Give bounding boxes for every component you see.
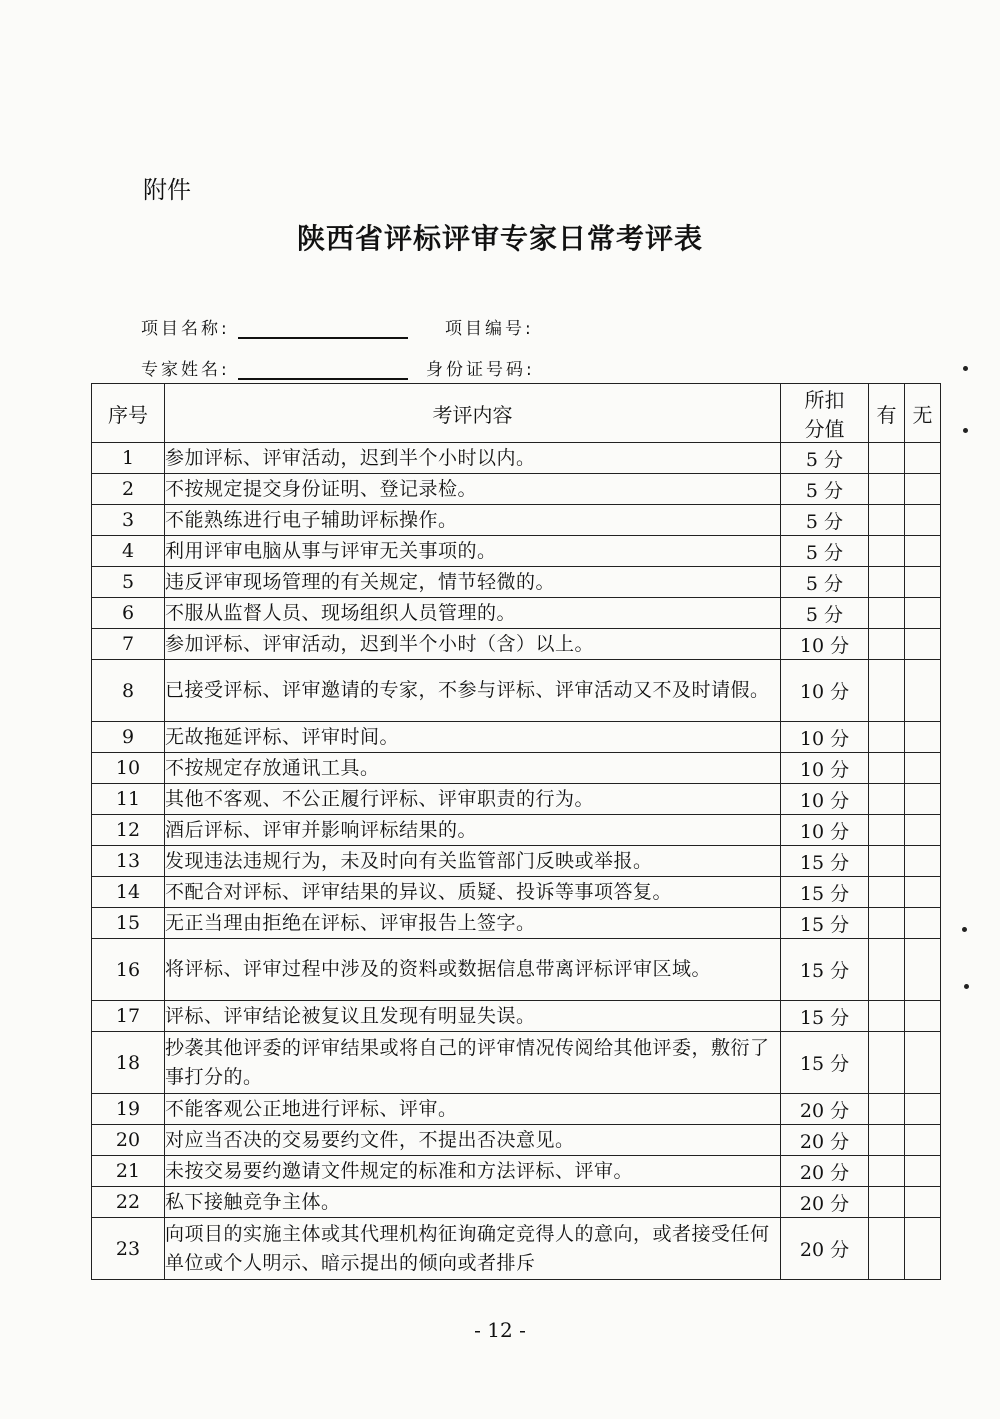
table-row	[92, 815, 941, 846]
row-score: 10 分	[781, 753, 869, 784]
row-yes-cell[interactable]	[869, 939, 905, 1001]
row-no-cell[interactable]	[905, 443, 941, 474]
project-no-field	[445, 314, 534, 339]
row-content: 酒后评标、评审并影响评标结果的。	[165, 815, 781, 846]
row-no-cell[interactable]	[905, 1094, 941, 1125]
row-score: 15 分	[781, 877, 869, 908]
row-yes-cell[interactable]	[869, 846, 905, 877]
project-name-field	[141, 314, 408, 339]
row-number: 18	[92, 1032, 165, 1094]
row-score: 20 分	[781, 1094, 869, 1125]
row-no-cell[interactable]	[905, 815, 941, 846]
row-number: 13	[92, 846, 165, 877]
row-score: 10 分	[781, 815, 869, 846]
row-no-cell[interactable]	[905, 598, 941, 629]
row-score: 20 分	[781, 1125, 869, 1156]
table-row	[92, 784, 941, 815]
row-content: 抄袭其他评委的评审结果或将自己的评审情况传阅给其他评委，敷衍了事打分的。	[165, 1032, 781, 1094]
table-row	[92, 1032, 941, 1094]
row-no-cell[interactable]	[905, 722, 941, 753]
row-content: 其他不客观、不公正履行评标、评审职责的行为。	[165, 784, 781, 815]
table-row	[92, 1156, 941, 1187]
row-number: 23	[92, 1218, 165, 1280]
row-score: 10 分	[781, 722, 869, 753]
row-yes-cell[interactable]	[869, 629, 905, 660]
row-content: 无正当理由拒绝在评标、评审报告上签字。	[165, 908, 781, 939]
row-score: 5 分	[781, 536, 869, 567]
row-score: 20 分	[781, 1156, 869, 1187]
id-no-label: 身份证号码:	[426, 360, 535, 380]
table-row	[92, 660, 941, 722]
row-number: 2	[92, 474, 165, 505]
row-content: 将评标、评审过程中涉及的资料或数据信息带离评标评审区域。	[165, 939, 781, 1001]
header-score-line1: 所扣	[804, 388, 845, 412]
row-score: 15 分	[781, 1001, 869, 1032]
row-content: 不能客观公正地进行评标、评审。	[165, 1094, 781, 1125]
scan-mark	[964, 984, 969, 989]
row-no-cell[interactable]	[905, 939, 941, 1001]
row-score: 10 分	[781, 784, 869, 815]
row-content: 未按交易要约邀请文件规定的标准和方法评标、评审。	[165, 1156, 781, 1187]
project-name-label: 项目名称:	[141, 319, 230, 339]
table-row	[92, 846, 941, 877]
row-content: 不配合对评标、评审结果的异议、质疑、投诉等事项答复。	[165, 877, 781, 908]
row-yes-cell[interactable]	[869, 567, 905, 598]
row-content: 对应当否决的交易要约文件，不提出否决意见。	[165, 1125, 781, 1156]
table-row	[92, 753, 941, 784]
row-no-cell[interactable]	[905, 753, 941, 784]
row-number: 1	[92, 443, 165, 474]
row-score: 15 分	[781, 846, 869, 877]
row-number: 7	[92, 629, 165, 660]
header-no: 无	[905, 384, 941, 443]
row-content: 违反评审现场管理的有关规定，情节轻微的。	[165, 567, 781, 598]
row-no-cell[interactable]	[905, 877, 941, 908]
row-score: 20 分	[781, 1187, 869, 1218]
row-yes-cell[interactable]	[869, 1032, 905, 1094]
table-row	[92, 908, 941, 939]
row-content: 已接受评标、评审邀请的专家，不参与评标、评审活动又不及时请假。	[165, 660, 781, 722]
row-number: 9	[92, 722, 165, 753]
table-row	[92, 536, 941, 567]
row-number: 3	[92, 505, 165, 536]
table-row	[92, 1001, 941, 1032]
header-score-line2: 分值	[804, 417, 845, 441]
row-yes-cell[interactable]	[869, 1187, 905, 1218]
row-yes-cell[interactable]	[869, 877, 905, 908]
row-yes-cell[interactable]	[869, 660, 905, 722]
row-yes-cell[interactable]	[869, 1218, 905, 1280]
row-number: 8	[92, 660, 165, 722]
row-number: 6	[92, 598, 165, 629]
header-content: 考评内容	[165, 384, 781, 443]
row-content: 参加评标、评审活动，迟到半个小时（含）以上。	[165, 629, 781, 660]
row-score: 15 分	[781, 939, 869, 1001]
row-no-cell[interactable]	[905, 846, 941, 877]
table-row	[92, 474, 941, 505]
row-score: 15 分	[781, 908, 869, 939]
row-number: 22	[92, 1187, 165, 1218]
row-no-cell[interactable]	[905, 784, 941, 815]
row-yes-cell[interactable]	[869, 443, 905, 474]
table-row	[92, 505, 941, 536]
row-yes-cell[interactable]	[869, 815, 905, 846]
expert-name-blank[interactable]	[238, 360, 408, 380]
row-number: 10	[92, 753, 165, 784]
scan-mark	[962, 927, 967, 932]
row-score: 5 分	[781, 443, 869, 474]
row-yes-cell[interactable]	[869, 1001, 905, 1032]
row-content: 发现违法违规行为，未及时向有关监管部门反映或举报。	[165, 846, 781, 877]
row-no-cell[interactable]	[905, 1125, 941, 1156]
table-row	[92, 722, 941, 753]
row-no-cell[interactable]	[905, 1156, 941, 1187]
row-yes-cell[interactable]	[869, 536, 905, 567]
row-number: 17	[92, 1001, 165, 1032]
row-number: 11	[92, 784, 165, 815]
row-score: 20 分	[781, 1218, 869, 1280]
row-number: 19	[92, 1094, 165, 1125]
table-row	[92, 877, 941, 908]
table-row	[92, 1125, 941, 1156]
row-yes-cell[interactable]	[869, 1125, 905, 1156]
expert-name-field	[141, 355, 408, 380]
row-content: 无故拖延评标、评审时间。	[165, 722, 781, 753]
row-no-cell[interactable]	[905, 505, 941, 536]
row-no-cell[interactable]	[905, 908, 941, 939]
row-content: 不能熟练进行电子辅助评标操作。	[165, 505, 781, 536]
table-row	[92, 939, 941, 1001]
row-content: 不按规定存放通讯工具。	[165, 753, 781, 784]
row-no-cell[interactable]	[905, 1218, 941, 1280]
table-row	[92, 629, 941, 660]
row-score: 5 分	[781, 567, 869, 598]
header-score	[781, 384, 869, 443]
id-no-field	[426, 355, 535, 380]
row-number: 16	[92, 939, 165, 1001]
row-yes-cell[interactable]	[869, 1156, 905, 1187]
row-yes-cell[interactable]	[869, 784, 905, 815]
table-row	[92, 443, 941, 474]
table-row	[92, 1218, 941, 1280]
page-title: 陕西省评标评审专家日常考评表	[296, 222, 703, 255]
row-no-cell[interactable]	[905, 474, 941, 505]
table-header-row	[92, 384, 941, 443]
row-yes-cell[interactable]	[869, 598, 905, 629]
row-yes-cell[interactable]	[869, 722, 905, 753]
row-content: 向项目的实施主体或其代理机构征询确定竞得人的意向，或者接受任何单位或个人明示、暗示提出的倾向或者排斥	[165, 1218, 781, 1280]
row-number: 21	[92, 1156, 165, 1187]
row-content: 评标、评审结论被复议且发现有明显失误。	[165, 1001, 781, 1032]
attachment-label: 附件	[143, 176, 191, 204]
row-content: 私下接触竞争主体。	[165, 1187, 781, 1218]
row-content: 不服从监督人员、现场组织人员管理的。	[165, 598, 781, 629]
row-score: 5 分	[781, 505, 869, 536]
row-number: 5	[92, 567, 165, 598]
row-yes-cell[interactable]	[869, 908, 905, 939]
row-score: 5 分	[781, 598, 869, 629]
row-content: 不按规定提交身份证明、登记录检。	[165, 474, 781, 505]
row-number: 4	[92, 536, 165, 567]
row-yes-cell[interactable]	[869, 1094, 905, 1125]
row-no-cell[interactable]	[905, 1187, 941, 1218]
row-score: 15 分	[781, 1032, 869, 1094]
project-no-label: 项目编号:	[445, 319, 534, 339]
table-row	[92, 567, 941, 598]
row-yes-cell[interactable]	[869, 505, 905, 536]
row-score: 10 分	[781, 629, 869, 660]
table-row	[92, 598, 941, 629]
row-content: 利用评审电脑从事与评审无关事项的。	[165, 536, 781, 567]
row-no-cell[interactable]	[905, 567, 941, 598]
row-score: 10 分	[781, 660, 869, 722]
row-no-cell[interactable]	[905, 536, 941, 567]
header-yes: 有	[869, 384, 905, 443]
project-name-blank[interactable]	[238, 319, 408, 339]
row-no-cell[interactable]	[905, 1032, 941, 1094]
row-yes-cell[interactable]	[869, 474, 905, 505]
scan-mark	[963, 366, 968, 371]
row-score: 5 分	[781, 474, 869, 505]
header-seq: 序号	[92, 384, 165, 443]
expert-name-label: 专家姓名:	[141, 360, 230, 380]
table-row	[92, 1187, 941, 1218]
row-no-cell[interactable]	[905, 660, 941, 722]
row-no-cell[interactable]	[905, 1001, 941, 1032]
evaluation-table	[91, 383, 941, 1280]
row-content: 参加评标、评审活动，迟到半个小时以内。	[165, 443, 781, 474]
row-number: 14	[92, 877, 165, 908]
row-yes-cell[interactable]	[869, 753, 905, 784]
scan-mark	[963, 428, 968, 433]
page-number: - 12 -	[474, 1318, 526, 1342]
row-no-cell[interactable]	[905, 629, 941, 660]
row-number: 12	[92, 815, 165, 846]
row-number: 15	[92, 908, 165, 939]
row-number: 20	[92, 1125, 165, 1156]
table-row	[92, 1094, 941, 1125]
